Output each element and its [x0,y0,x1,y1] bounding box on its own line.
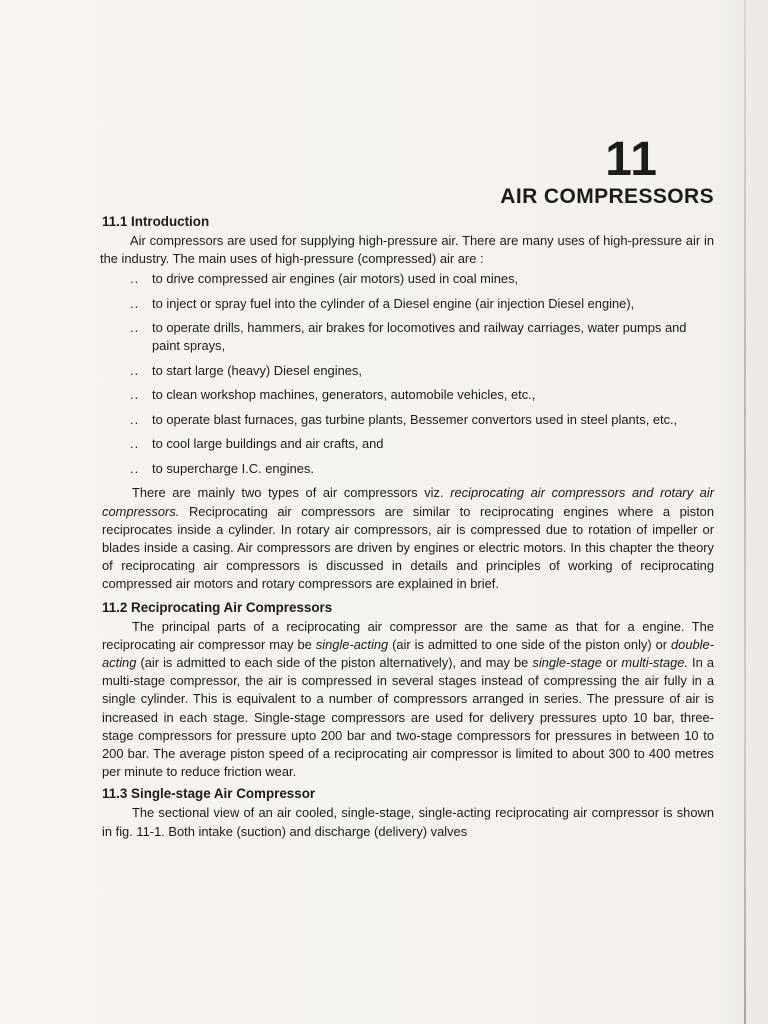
intro-paragraph: Air compressors are used for supplying high-pressure air. There are many uses of high-pressure air in the industry. The main uses of high-pressure (compressed) air are : [100,233,714,267]
bullet-marker: .. [130,320,140,336]
section-heading-single-stage: 11.3 Single-stage Air Compressor [102,786,316,802]
use-item-text: to inject or spray fuel into the cylinder of a Diesel engine (air injection Diesel engine), [152,295,635,311]
single-stage-paragraph: The sectional view of an air cooled, single-stage, single-acting reciprocating air compressor is shown in fig. 11-1. Both intake (suction) and discharge (delivery) valves [102,805,714,839]
use-item-text: to supercharge I.C. engines. [152,460,314,476]
use-item [130,386,714,404]
use-item-text: to operate blast furnaces, gas turbine plants, Bessemer convertors used in steel plants, etc., [152,411,678,427]
uses-list [102,270,714,478]
bullet-marker: .. [130,295,140,311]
use-item [130,270,714,288]
recip-text-1: The principal parts of a reciprocating air compressor are the same as that for a engine. The reciprocating air compressor may be [102,618,714,652]
use-item [130,435,714,453]
use-item-text: to cool large buildings and air crafts, and [152,436,384,452]
recip-emphasis-1: single-acting [315,636,389,652]
types-text-1: There are mainly two types of air compressors viz. [132,485,451,501]
bullet-marker: .. [130,411,140,427]
reciprocating-paragraph [102,618,714,782]
types-text-2: Reciprocating air compressors are similar to reciprocating engines where a piston reciprocates inside a cylinder. In rotary air compressors, air is compressed due to rotation of impeller or blades inside a casing. Air compressors are driven by engines or electric motors. In this chapter the theory of reciprocating air compressors is discussed in details and principles of working of reciprocating compressed air motors and rotary compressors are explained in brief. [102,503,714,592]
use-item-text: to start large (heavy) Diesel engines, [152,362,362,378]
section-heading-reciprocating: 11.2 Reciprocating Air Compressors [102,599,333,615]
use-item [130,319,714,355]
types-paragraph [102,484,714,593]
use-item [130,362,714,380]
recip-text-3: (air is admitted to each side of the piston alternatively), and may be [136,655,533,671]
use-item [130,460,714,478]
chapter-number: 11 [605,133,658,186]
use-item-text: to clean workshop machines, generators, automobile vehicles, etc., [152,387,536,403]
chapter-title: AIR COMPRESSORS [500,185,714,208]
recip-emphasis-4: multi-stage. [621,655,689,671]
page-body [102,212,714,841]
page-edge [744,0,746,1024]
use-item-text: to operate drills, hammers, air brakes for locomotives and railway carriages, water pumps and paint sprays, [152,320,687,354]
section-heading-introduction: 11.1 Introduction [102,214,210,229]
bullet-marker: .. [130,387,140,403]
bullet-marker: .. [130,436,140,452]
recip-emphasis-2: double-acting [102,636,714,671]
bullet-marker: .. [130,271,140,287]
bullet-marker: .. [130,460,140,476]
recip-text-5: In a multi-stage compressor, the air is compressed in several stages instead of compressing the air fully in a single cylinder. This is equivalent to a number of compressors arranged in series. The pressure of air is increased in each stage. Single-stage compressors are used for delivery pressures upto 10 bar, three-stage compressors for pressure upto 200 bar and two-stage compressors for pressures in between 10 to 200 bar. The average piston speed of a reciprocating air compressor is limited to about 300 to 400 metres per minute to reduce friction wear. [102,655,714,780]
use-item-text: to drive compressed air engines (air motors) used in coal mines, [152,271,519,287]
bullet-marker: .. [130,362,140,378]
types-emphasis: reciprocating air compressors and rotary air compressors. [102,485,714,519]
recip-text-2: (air is admitted to one side of the piston only) or [388,636,671,652]
use-item [130,411,714,429]
recip-text-4: or [601,655,622,671]
use-item [130,295,714,313]
recip-emphasis-3: single-stage [532,655,602,671]
